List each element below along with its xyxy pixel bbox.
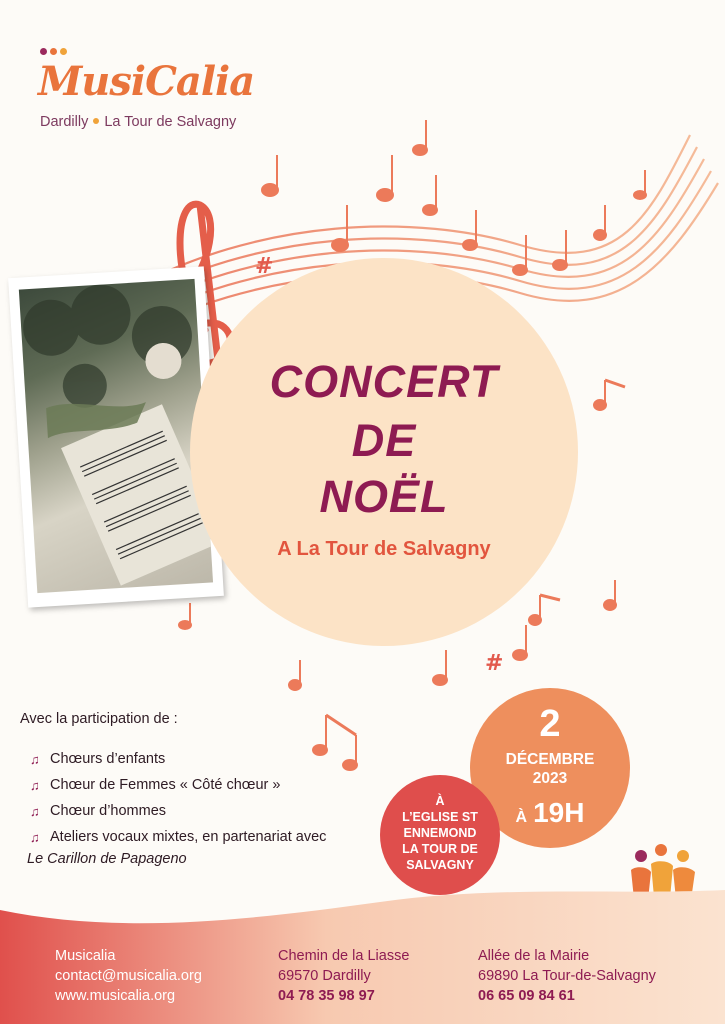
- list-item: [30, 772, 326, 798]
- list-item-label: Chœur de Femmes « Côté chœur »: [50, 777, 281, 793]
- venue-line: À: [435, 794, 445, 808]
- list-item: [30, 824, 326, 850]
- music-note-icon: ♫: [30, 803, 40, 819]
- logo-dots-icon: [40, 40, 70, 59]
- footer-org: Musicalia: [55, 948, 116, 964]
- logo-location-dardilly: Dardilly: [40, 114, 89, 130]
- photo-image: [19, 279, 213, 593]
- title-line-concert: CONCERT: [269, 356, 499, 407]
- participation-list: [30, 746, 326, 850]
- logo-wordmark: MusiCalia: [38, 58, 255, 105]
- date-hour: 19H: [533, 797, 585, 828]
- participation-intro: Avec la participation de :: [20, 711, 178, 727]
- separator-dot-icon: [93, 118, 99, 124]
- date-month: DÉCEMBRE: [505, 751, 595, 768]
- logo-location-latour: La Tour de Salvagny: [104, 114, 237, 130]
- list-item: [30, 798, 326, 824]
- footer-contact: [55, 946, 202, 1006]
- footer-city: 69890 La Tour-de-Salvagny: [478, 968, 656, 984]
- date-day: 2: [539, 703, 561, 745]
- venue-line: SALVAGNY: [406, 858, 474, 872]
- date-year: 2023: [532, 770, 568, 787]
- venue-text: [380, 793, 500, 873]
- title-line-de: DE: [351, 415, 417, 466]
- svg-text:#: #: [255, 254, 274, 279]
- list-item: [30, 746, 326, 772]
- logo-locations: [40, 114, 236, 130]
- venue-line: L’EGLISE ST: [402, 810, 478, 824]
- footer-email-link[interactable]: contact@musicalia.org: [55, 968, 202, 984]
- footer-city: 69570 Dardilly: [278, 968, 371, 984]
- footer-latour: [478, 946, 656, 1006]
- music-note-icon: ♫: [30, 829, 40, 845]
- footer-phone: 04 78 35 98 97: [278, 988, 375, 1004]
- list-item-label: Chœur d’hommes: [50, 803, 167, 819]
- svg-text:#: #: [485, 651, 504, 676]
- date-at: À: [515, 809, 528, 826]
- title-line-noel: NOËL: [319, 471, 449, 522]
- musicalia-logo: [38, 40, 298, 135]
- footer-dardilly: [278, 946, 409, 1006]
- footer-street: Allée de la Mairie: [478, 948, 590, 964]
- footer-phone: 06 65 09 84 61: [478, 988, 575, 1004]
- list-item-label: Ateliers vocaux mixtes, en partenariat avec: [50, 829, 327, 845]
- music-note-icon: ♫: [30, 751, 40, 767]
- venue-line: LA TOUR DE: [402, 842, 478, 856]
- music-note-icon: ♫: [30, 777, 40, 793]
- footer-website-link[interactable]: www.musicalia.org: [55, 988, 176, 1004]
- venue-line: ENNEMOND: [403, 826, 477, 840]
- list-item-label: Chœurs d’enfants: [50, 751, 166, 767]
- event-subtitle: A La Tour de Salvagny: [277, 538, 491, 560]
- footer-street: Chemin de la Liasse: [278, 948, 410, 964]
- partner-name: Le Carillon de Papageno: [27, 851, 187, 867]
